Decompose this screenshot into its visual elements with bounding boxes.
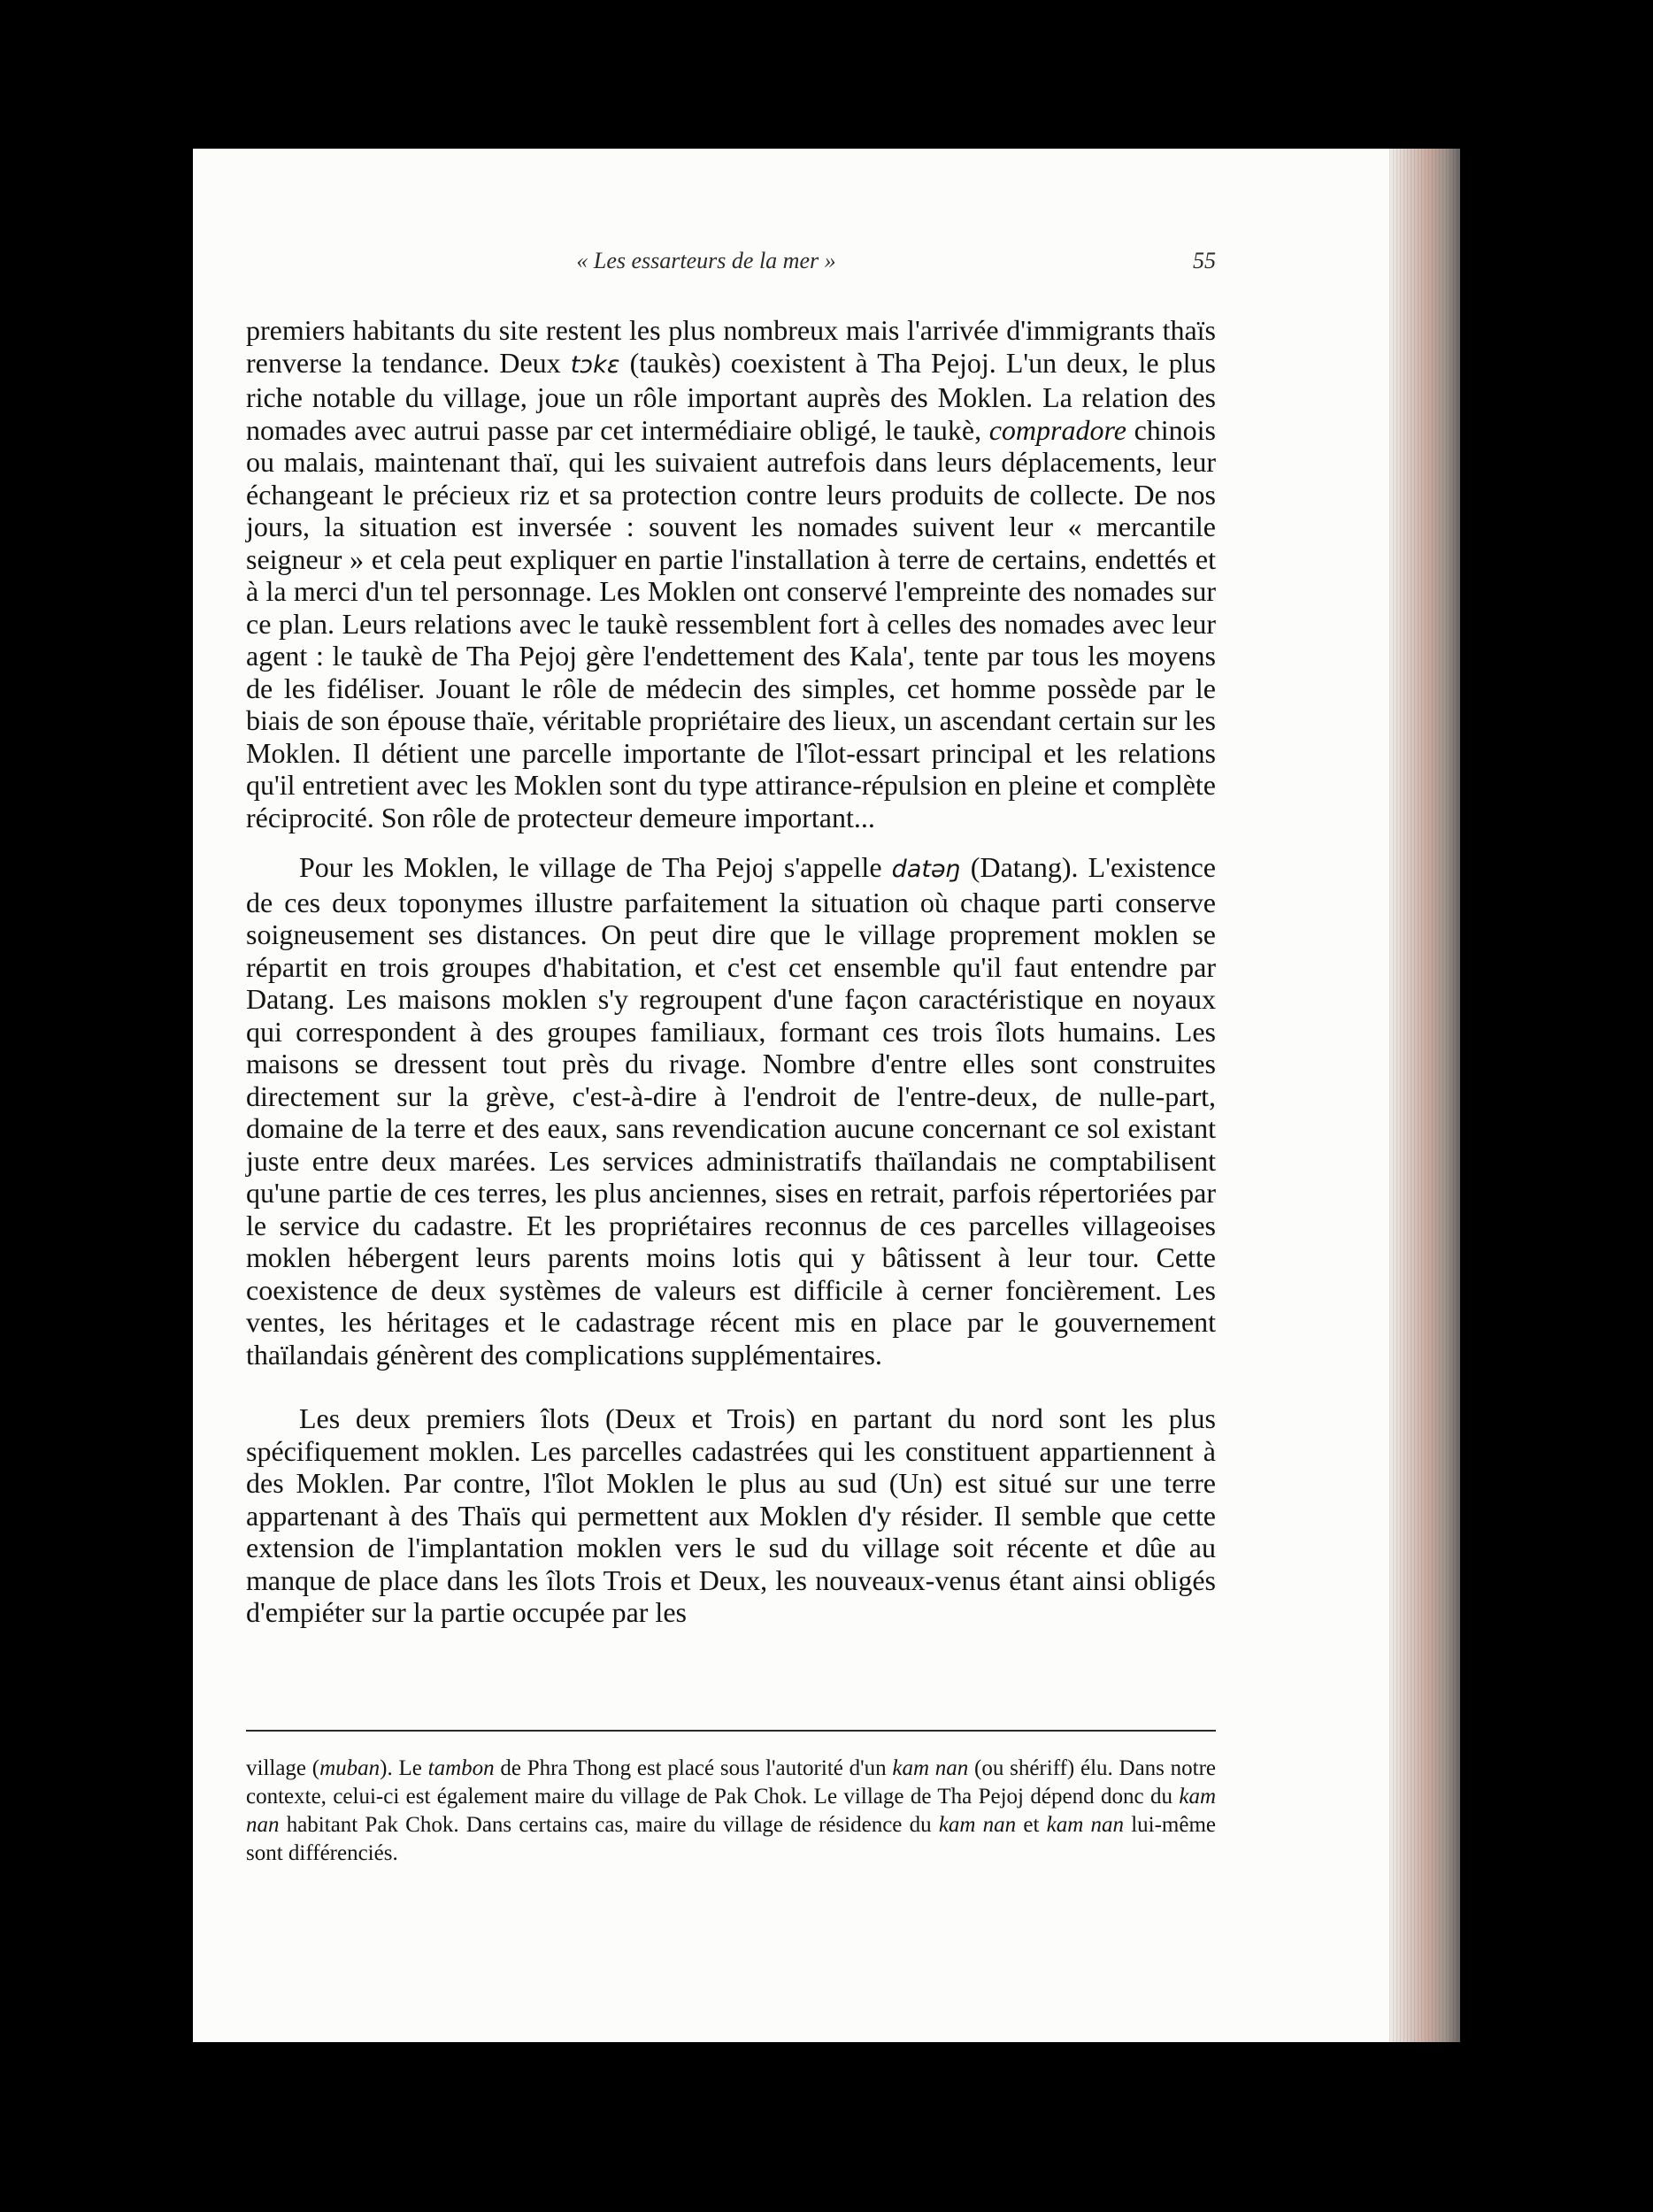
footnote-part: (ou shériff) élu. Dans notre contexte, celui-ci est également maire du village de Pak Chok. Le village de Tha Pejoj dépend donc du [246, 1756, 1217, 1809]
paragraph-1 [246, 314, 1216, 833]
footnote-text [246, 1755, 1216, 1868]
italic-term-compradore: compradore [988, 413, 1126, 446]
running-header [246, 248, 1216, 283]
footnote-italic: muban [319, 1756, 381, 1780]
footnote [246, 1755, 1216, 1868]
phonetic-term-toke: tɔkɛ [570, 350, 620, 379]
footnote-part: ). Le [380, 1756, 428, 1780]
page-number: 55 [1193, 248, 1216, 273]
footnote-part: lui-même sont différenciés. [246, 1813, 1216, 1865]
footnote-separator [246, 1730, 1216, 1732]
footnote-part: village ( [246, 1756, 320, 1780]
paragraph-3-text: Les deux premiers îlots (Deux et Trois) en partant du nord sont les plus spécifiquement moklen. Les parcelles cadastrées qui les constituent appartiennent à des Moklen. Par contre, l'îlot Moklen le plus au sud (Un) est situé sur une terre appartenant à des Thaïs qui permettent aux Moklen d'y résider. Il semble que cette extension de l'implantation moklen vers le sud du village soit récente et dûe au manque de place dans les îlots Trois et Deux, les nouveaux-venus étant ainsi obligés d'empiéter sur la partie occupée par les [246, 1402, 1216, 1628]
paragraph-1-text-c: chinois ou malais, maintenant thaï, qui les suivaient autrefois dans leurs déplacements, leur échangeant le précieux riz et sa protection contre leurs produits de collecte. De nos jours, la situation est inversée : souvent les nomades suivent leur « mercantile seigneur » et cela peut expliquer en partie l'installation à terre de certains, endettés et à la merci d'un tel personnage. Les Moklen ont conservé l'empreinte des nomades sur ce plan. Leurs relations avec le taukè ressemblent fort à celles des nomades avec leur agent : le taukè de Tha Pejoj gère l'endettement des Kala', tente par tous les moyens de les fidéliser. Jouant le rôle de médecin des simples, cet homme possède par le biais de son épouse thaïe, véritable propriétaire des lieux, un ascendant certain sur les Moklen. Il détient une parcelle importante de l'îlot-essart principal et les relations qu'il entretient avec les Moklen sont du type attirance-répulsion en pleine et complète réciprocité. Son rôle de protecteur demeure important... [246, 413, 1217, 833]
paragraph-2-text-a: Pour les Moklen, le village de Tha Pejoj s'appelle [299, 851, 892, 883]
footnote-italic: tambon [427, 1756, 495, 1780]
paragraph-3 [246, 1402, 1216, 1629]
paragraph-2-text-b: (Datang). L'existence de ces deux toponymes illustre parfaitement la situation où chaque parti conserve soigneusement ses distances. On peut dire que le village proprement moklen se répartit en trois groupes d'habitation, et c'est cet ensemble qu'il faut entendre par Datang. Les maisons moklen s'y regroupent d'une façon caractéristique en noyaux qui correspondent à des groupes familiaux, formant ces trois îlots humains. Les maisons se dressent tout près du rivage. Nombre d'entre elles sont construites directement sur la grève, c'est-à-dire à l'endroit de l'entre-deux, de nulle-part, domaine de la terre et des eaux, sans revendication aucune concernant ce sol existant juste entre deux marées. Les services administratifs thaïlandais ne comptabilisent qu'une partie de ces terres, les plus anciennes, sises en retrait, parfois répertoriées par le service du cadastre. Et les propriétaires reconnus de ces parcelles villageoises moklen hébergent leurs parents moins lotis qui y bâtissent à leur tour. Cette coexistence de deux systèmes de valeurs est difficile à cerner foncièrement. Les ventes, les héritages et le cadastrage récent mis en place par le gouvernement thaïlandais génèrent des complications supplémentaires. [246, 851, 1217, 1371]
footnote-part: et [1016, 1813, 1047, 1837]
footnote-italic: kam nan [892, 1756, 969, 1780]
paragraph-1-text-a: premiers habitants du site restent les plus nombreux mais l'arrivée d'immigrants thaïs renverse la tendance. Deux [246, 314, 1216, 379]
footnote-italic: kam nan [938, 1813, 1017, 1837]
paragraph-1-text-b: (taukès) coexistent à Tha Pejoj. L'un deux, le plus riche notable du village, joue un rôle important auprès des Moklen. La relation des nomades avec autrui passe par cet intermédiaire obligé, le taukè, [246, 346, 1217, 446]
running-title: « Les essarteurs de la mer » [576, 248, 836, 273]
footnote-part: de Phra Thong est placé sous l'autorité d'un [494, 1756, 893, 1780]
phonetic-term-datang: datəŋ [891, 856, 961, 883]
footnote-italic: kam nan [1046, 1813, 1124, 1837]
footnote-part: habitant Pak Chok. Dans certains cas, maire du village de résidence du [279, 1813, 939, 1837]
paragraph-2 [246, 851, 1216, 1371]
body-text [246, 314, 1216, 1629]
footnote-italic: kam nan [246, 1785, 1216, 1837]
